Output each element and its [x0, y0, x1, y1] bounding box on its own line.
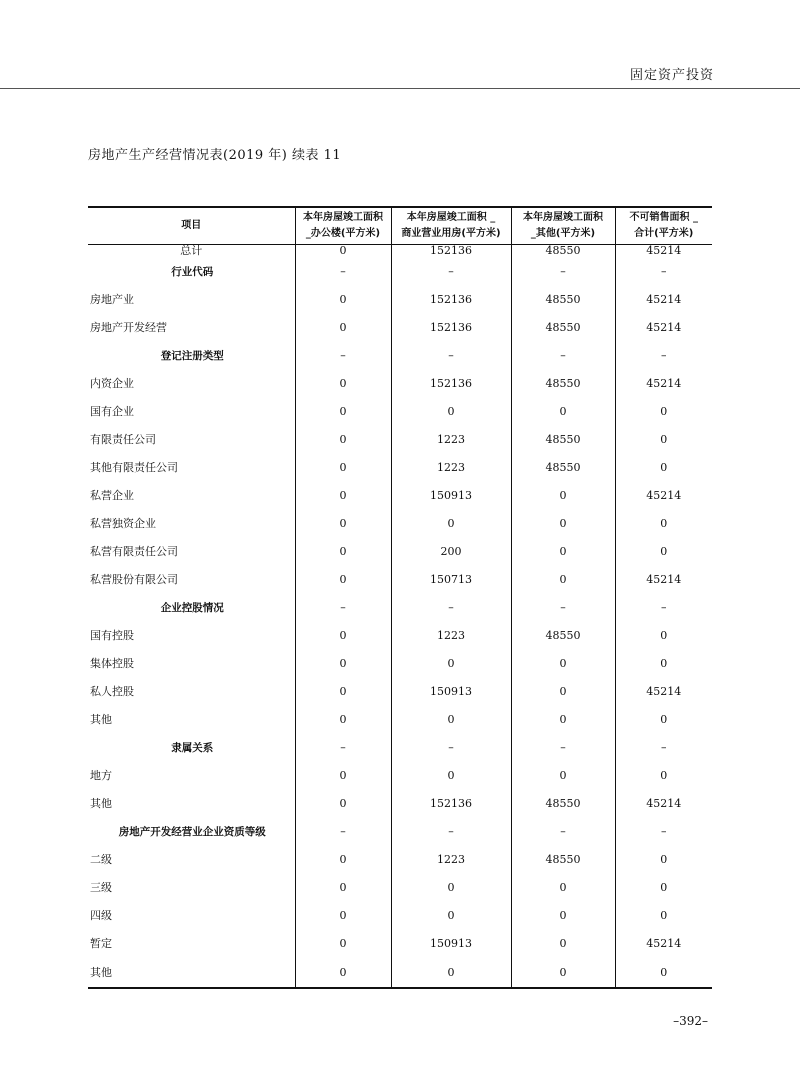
cell-value: – — [511, 257, 615, 285]
table-row — [88, 481, 712, 509]
cell-value: 0 — [295, 957, 391, 988]
cell-value: 0 — [615, 509, 712, 537]
cell-value: 0 — [295, 845, 391, 873]
cell-value: 0 — [511, 705, 615, 733]
cell-value: 0 — [295, 677, 391, 705]
row-label: 私人控股 — [90, 685, 134, 698]
cell-value: 0 — [615, 901, 712, 929]
row-label: 其他 — [90, 713, 112, 726]
cell-value: – — [391, 817, 511, 845]
cell-value: 0 — [391, 761, 511, 789]
cell-value: – — [615, 257, 712, 285]
cell-value: 0 — [391, 509, 511, 537]
cell-value: 0 — [511, 397, 615, 425]
cell-value: 0 — [511, 957, 615, 988]
cell-value: 0 — [615, 649, 712, 677]
table-row — [88, 761, 712, 789]
column-header-item: 项目 — [88, 207, 295, 245]
cell-value: 48550 — [511, 621, 615, 649]
row-label: 有限责任公司 — [90, 433, 156, 446]
cell-value: 48550 — [511, 313, 615, 341]
cell-value: 0 — [295, 481, 391, 509]
cell-value: 45214 — [615, 789, 712, 817]
table-row — [88, 957, 712, 988]
cell-value: 1223 — [391, 621, 511, 649]
cell-value: 0 — [295, 369, 391, 397]
cell-value: 48550 — [511, 453, 615, 481]
cell-value: 0 — [511, 537, 615, 565]
table-row — [88, 245, 712, 258]
row-label: 内资企业 — [90, 377, 134, 390]
cell-value: 0 — [295, 509, 391, 537]
table-row — [88, 677, 712, 705]
cell-value: 0 — [295, 789, 391, 817]
cell-value: – — [511, 817, 615, 845]
table-header-row — [88, 207, 712, 245]
cell-value: 0 — [511, 509, 615, 537]
row-label: 其他 — [90, 797, 112, 810]
table-row — [88, 649, 712, 677]
cell-value: 0 — [511, 901, 615, 929]
row-label: 房地产业 — [90, 293, 134, 306]
section-header-row — [88, 257, 712, 285]
row-label: 国有企业 — [90, 405, 134, 418]
cell-value: – — [295, 817, 391, 845]
table-body — [88, 245, 712, 989]
row-label: 登记注册类型 — [160, 349, 224, 362]
table-row — [88, 285, 712, 313]
section-header-row — [88, 593, 712, 621]
table-row — [88, 425, 712, 453]
row-label: 私营有限责任公司 — [90, 545, 178, 558]
table-row — [88, 705, 712, 733]
cell-value: 45214 — [615, 929, 712, 957]
cell-value: – — [615, 817, 712, 845]
row-label: 房地产开发经营 — [90, 321, 167, 334]
table-row — [88, 565, 712, 593]
cell-value: – — [295, 257, 391, 285]
header-rule — [0, 88, 800, 89]
row-label: 国有控股 — [90, 629, 134, 642]
row-label: 四级 — [90, 909, 112, 922]
cell-value: 152136 — [391, 369, 511, 397]
cell-value: 0 — [615, 845, 712, 873]
table-row — [88, 789, 712, 817]
cell-value: 0 — [615, 761, 712, 789]
row-label: 集体控股 — [90, 657, 134, 670]
cell-value: 0 — [615, 425, 712, 453]
table-title: 房地产生产经营情况表(2019 年) 续表 11 — [88, 148, 342, 163]
table-row — [88, 901, 712, 929]
cell-value: 45214 — [615, 313, 712, 341]
column-header: 不可销售面积 _ 合计(平方米) — [615, 207, 712, 245]
cell-value: 0 — [511, 481, 615, 509]
cell-value: 0 — [511, 873, 615, 901]
row-label: 房地产开发经营业企业资质等级 — [118, 825, 266, 838]
cell-value: – — [511, 593, 615, 621]
cell-value: 48550 — [511, 845, 615, 873]
cell-value: 152136 — [391, 789, 511, 817]
cell-value: 0 — [391, 649, 511, 677]
cell-value: 48550 — [511, 425, 615, 453]
cell-value: – — [295, 341, 391, 369]
cell-value: 0 — [391, 901, 511, 929]
cell-value: 45214 — [615, 677, 712, 705]
cell-value: 0 — [295, 929, 391, 957]
cell-value: 152136 — [391, 245, 511, 258]
column-header: 本年房屋竣工面积 _其他(平方米) — [511, 207, 615, 245]
section-header-row — [88, 733, 712, 761]
cell-value: 1223 — [391, 453, 511, 481]
section-header-row — [88, 817, 712, 845]
cell-value: – — [391, 257, 511, 285]
cell-value: 152136 — [391, 313, 511, 341]
cell-value: – — [511, 733, 615, 761]
cell-value: 150913 — [391, 481, 511, 509]
table-row — [88, 621, 712, 649]
table-row — [88, 397, 712, 425]
cell-value: 45214 — [615, 245, 712, 258]
section-header-row — [88, 341, 712, 369]
cell-value: – — [391, 341, 511, 369]
cell-value: – — [615, 733, 712, 761]
cell-value: 0 — [295, 649, 391, 677]
cell-value: 0 — [295, 453, 391, 481]
cell-value: 0 — [511, 649, 615, 677]
cell-value: 152136 — [391, 285, 511, 313]
cell-value: 0 — [615, 453, 712, 481]
cell-value: 0 — [615, 621, 712, 649]
cell-value: 48550 — [511, 285, 615, 313]
column-header: 本年房屋竣工面积 _ 商业营业用房(平方米) — [391, 207, 511, 245]
running-header: 固定资产投资 — [629, 68, 714, 83]
cell-value: 0 — [615, 537, 712, 565]
cell-value: 0 — [295, 425, 391, 453]
row-label: 二级 — [90, 853, 112, 866]
cell-value: 48550 — [511, 789, 615, 817]
cell-value: – — [391, 593, 511, 621]
cell-value: 0 — [295, 285, 391, 313]
row-label: 暂定 — [90, 937, 112, 950]
cell-value: 0 — [295, 621, 391, 649]
cell-value: 0 — [511, 677, 615, 705]
row-label: 其他有限责任公司 — [90, 461, 178, 474]
cell-value: 0 — [295, 873, 391, 901]
cell-value: 0 — [295, 761, 391, 789]
row-label: 私营股份有限公司 — [90, 573, 178, 586]
cell-value: 48550 — [511, 245, 615, 258]
cell-value: 0 — [295, 565, 391, 593]
column-header: 本年房屋竣工面积 _办公楼(平方米) — [295, 207, 391, 245]
row-label: 总计 — [180, 244, 203, 257]
table-row — [88, 453, 712, 481]
data-table — [88, 206, 712, 989]
cell-value: 0 — [295, 901, 391, 929]
cell-value: 0 — [391, 957, 511, 988]
cell-value: 45214 — [615, 481, 712, 509]
cell-value: 200 — [391, 537, 511, 565]
page-number: –392– — [673, 1014, 708, 1028]
data-table-container — [88, 206, 712, 989]
cell-value: 48550 — [511, 369, 615, 397]
table-row — [88, 509, 712, 537]
cell-value: 45214 — [615, 565, 712, 593]
cell-value: 0 — [295, 245, 391, 258]
cell-value: 0 — [615, 397, 712, 425]
row-label: 私营独资企业 — [90, 517, 156, 530]
cell-value: 0 — [511, 929, 615, 957]
cell-value: 1223 — [391, 425, 511, 453]
cell-value: 0 — [391, 705, 511, 733]
cell-value: 150913 — [391, 677, 511, 705]
row-label: 隶属关系 — [171, 741, 214, 754]
cell-value: – — [295, 733, 391, 761]
table-row — [88, 369, 712, 397]
cell-value: 150713 — [391, 565, 511, 593]
cell-value: 0 — [295, 313, 391, 341]
cell-value: 0 — [615, 957, 712, 988]
cell-value: 0 — [391, 397, 511, 425]
cell-value: 0 — [295, 705, 391, 733]
row-label: 企业控股情况 — [160, 601, 224, 614]
table-row — [88, 929, 712, 957]
cell-value: 1223 — [391, 845, 511, 873]
cell-value: 0 — [511, 565, 615, 593]
cell-value: 0 — [295, 397, 391, 425]
cell-value: – — [511, 341, 615, 369]
table-row — [88, 537, 712, 565]
row-label: 地方 — [90, 769, 112, 782]
row-label: 三级 — [90, 881, 112, 894]
cell-value: 0 — [615, 873, 712, 901]
table-row — [88, 873, 712, 901]
row-label: 私营企业 — [90, 489, 134, 502]
cell-value: – — [615, 341, 712, 369]
row-label: 行业代码 — [171, 265, 214, 278]
cell-value: 45214 — [615, 285, 712, 313]
row-label: 其他 — [88, 957, 295, 988]
cell-value: – — [295, 593, 391, 621]
table-row — [88, 845, 712, 873]
cell-value: 0 — [615, 705, 712, 733]
cell-value: 45214 — [615, 369, 712, 397]
cell-value: – — [391, 733, 511, 761]
table-row — [88, 313, 712, 341]
cell-value: 150913 — [391, 929, 511, 957]
cell-value: 0 — [295, 537, 391, 565]
cell-value: – — [615, 593, 712, 621]
cell-value: 0 — [391, 873, 511, 901]
cell-value: 0 — [511, 761, 615, 789]
